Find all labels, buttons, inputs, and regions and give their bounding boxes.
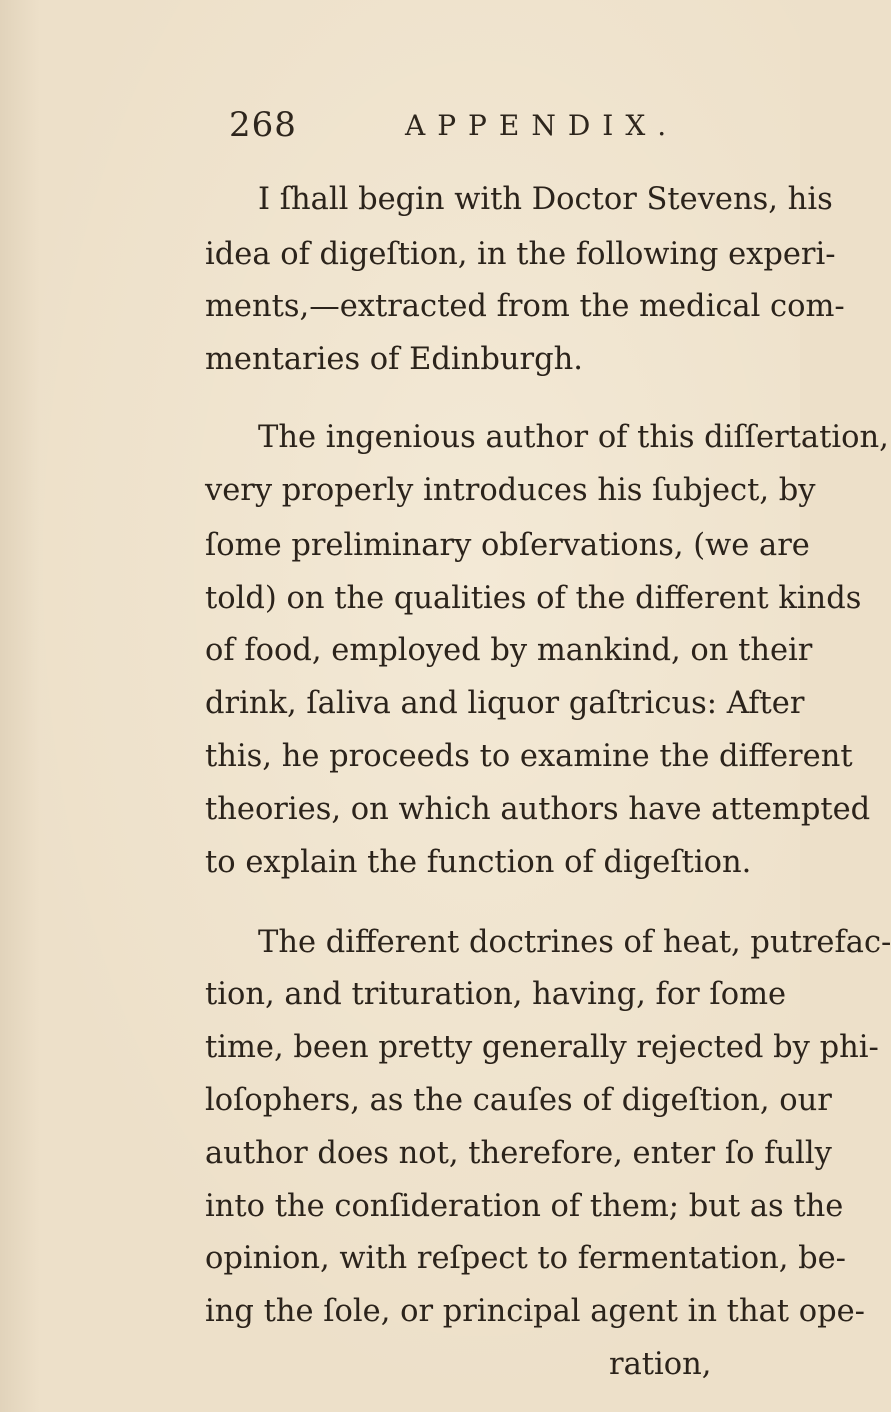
- text-line: The different doctrines of heat, putrefac-: [258, 924, 891, 960]
- text-line: ſome preliminary obſervations, (we are: [205, 527, 810, 563]
- text-line: author does not, therefore, enter ſo fully: [205, 1135, 832, 1171]
- text-line: I ſhall begin with Doctor Stevens, his: [258, 182, 833, 217]
- catchword: ration,: [609, 1347, 712, 1382]
- text-line: told) on the qualities of the different kinds: [205, 580, 862, 616]
- page-header: [0, 105, 800, 155]
- text-line: loſophers, as the cauſes of digeſtion, our: [205, 1083, 832, 1119]
- text-line: into the conſideration of them; but as the: [205, 1188, 844, 1224]
- text-line: The ingenious author of this diſſertation,: [258, 420, 889, 456]
- text-line: very properly introduces his ſubject, by: [205, 473, 816, 509]
- text-line: to explain the function of digeſtion.: [205, 844, 752, 880]
- text-line: idea of digeſtion, in the following experi-: [205, 236, 836, 272]
- page-number: 268: [229, 105, 297, 145]
- text-line: of food, employed by mankind, on their: [205, 633, 813, 669]
- running-head: APPENDIX.: [405, 109, 679, 142]
- text-line: time, been pretty generally rejected by phi-: [205, 1030, 879, 1066]
- text-line: opinion, with reſpect to fermentation, be-: [205, 1241, 846, 1277]
- text-line: ing the ſole, or principal agent in that ope-: [205, 1294, 865, 1330]
- text-line: ments,—extracted from the medical com-: [205, 289, 845, 325]
- text-line: mentaries of Edinburgh.: [205, 342, 583, 378]
- text-line: this, he proceeds to examine the different: [205, 739, 853, 775]
- text-line: theories, on which authors have attempted: [205, 791, 871, 827]
- text-line: tion, and trituration, having, for ſome: [205, 977, 787, 1013]
- text-line: drink, ſaliva and liquor gaſtricus: After: [205, 686, 805, 722]
